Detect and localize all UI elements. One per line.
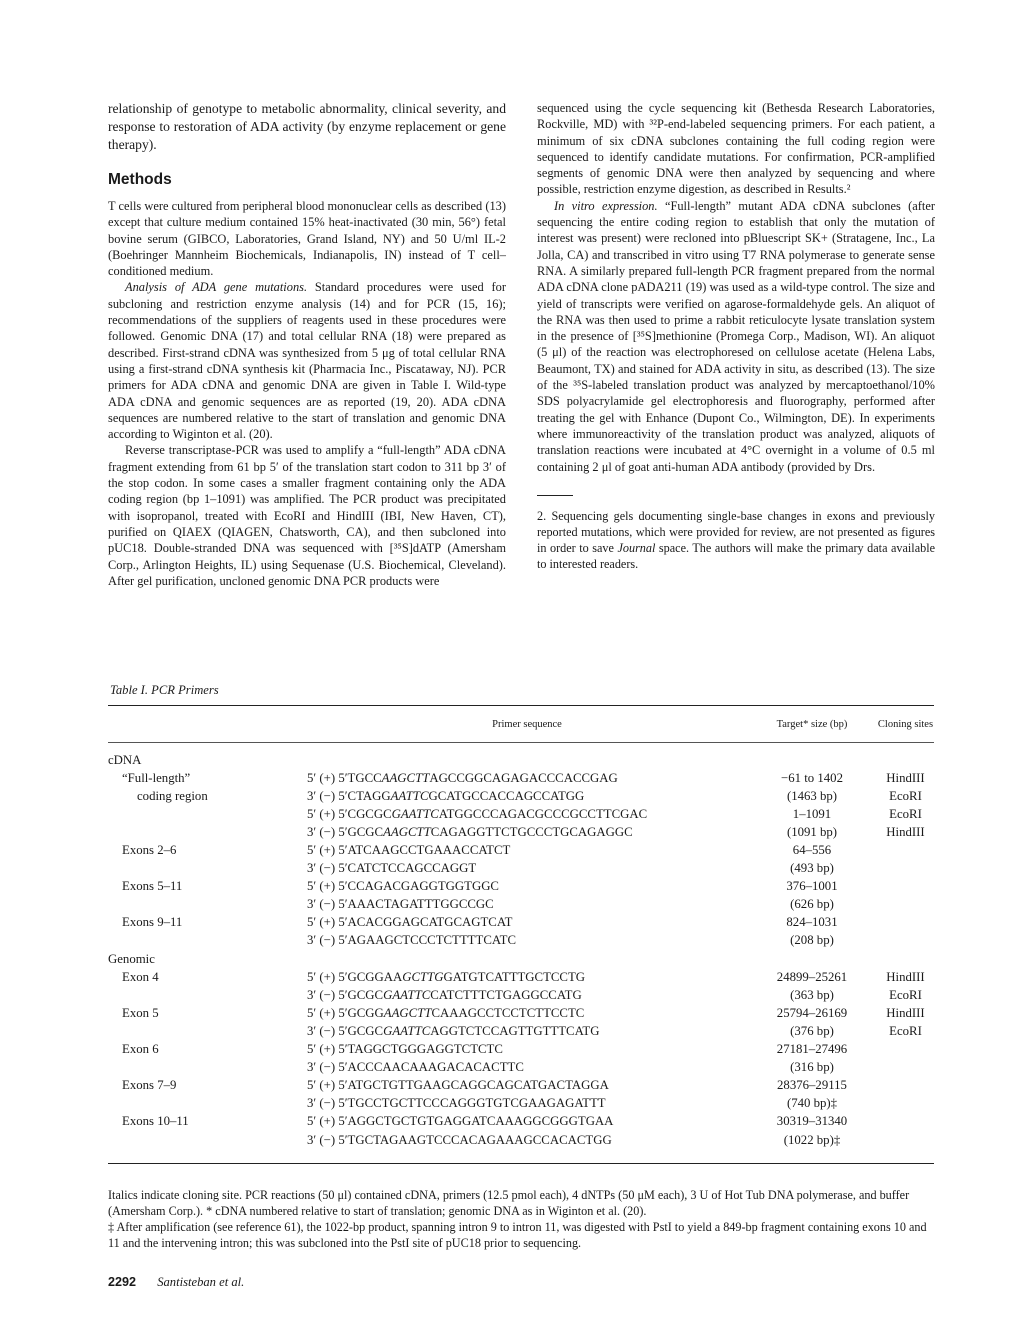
row-label (108, 1095, 307, 1113)
sequence-prefix: 5′ (+) 5′ATCAAGCCTGAAACCATCT (307, 843, 511, 858)
row-label: “Full-length” (122, 770, 191, 785)
primer-sequence (307, 1059, 747, 1077)
table-row (108, 860, 934, 878)
cloning-site: HindIII (886, 969, 925, 984)
primer-sequence (307, 878, 747, 896)
target-size: −61 to 1402 (781, 770, 843, 785)
row-label (108, 1059, 307, 1077)
left-column (108, 100, 506, 589)
sequence-suffix: AGGTCTCCAGTTGTTTCATG (430, 1023, 600, 1038)
row-label (108, 823, 307, 841)
primer-sequence (307, 1022, 747, 1040)
cloning-site (877, 896, 934, 914)
row-label: coding region (137, 788, 208, 803)
row-label (108, 860, 307, 878)
primer-sequence (307, 968, 747, 986)
row-label: Exons 5–11 (122, 879, 183, 894)
row-label: Exons 9–11 (122, 915, 183, 930)
sequence-prefix: 5′ (+) 5′AGGCTGCTGTGAGGATCAAAGGCGGGTGAA (307, 1114, 614, 1129)
footnote-text-post: space. The authors will make the primary data available to interested readers. (537, 540, 935, 571)
cloning-site (877, 751, 934, 769)
cloning-site (877, 878, 934, 896)
target-size (747, 950, 877, 968)
cloning-site (877, 1113, 934, 1131)
target-size: 28376–29115 (777, 1078, 847, 1093)
intro-paragraph: relationship of genotype to metabolic abnormality, clinical severity, and response to restoration of ADA activity (by enzyme replacement or gene therapy). (108, 101, 506, 152)
primer-sequence (307, 1131, 747, 1149)
table-row (108, 968, 934, 986)
cloning-site (877, 1059, 934, 1077)
sequence-prefix: 3′ (−) 5′CTAGG (307, 788, 391, 803)
footnote-2 (537, 508, 935, 572)
methods-paragraph-2 (108, 279, 506, 442)
table-row (108, 914, 934, 932)
footnote-text-pre: 2. Sequencing gels documenting single-base changes in exons and previously reported mutations, which were provided for review, are not presented as figures in order to save (537, 508, 935, 555)
cloning-site (877, 914, 934, 932)
primer-sequence (307, 1004, 747, 1022)
target-size: (1091 bp) (786, 824, 838, 839)
table-row (108, 1059, 934, 1077)
cloning-site: EcoRI (889, 806, 922, 821)
sequence-prefix: 5′ (+) 5′GCGGAA (307, 969, 403, 984)
page-number: 2292 (108, 1275, 137, 1289)
sequence-prefix: 3′ (−) 5′AGAAGCTCCCTCTTTTCATC (307, 933, 517, 948)
pcr-primers-table (108, 705, 934, 1164)
row-label: Exons 7–9 (122, 1078, 177, 1093)
target-size: 25794–26169 (776, 1005, 848, 1020)
primer-sequence (307, 950, 747, 968)
row-label (108, 1131, 307, 1149)
table-row (108, 932, 934, 950)
target-size: (363 bp) (790, 987, 834, 1002)
right-paragraph-2 (537, 198, 935, 475)
sequence-prefix: 3′ (−) 5′TGCTAGAAGTCCCACAGAAAGCCACACTGG (307, 1132, 612, 1147)
target-size: (1022 bp)‡ (783, 1132, 841, 1147)
table-row (108, 841, 934, 859)
row-label: cDNA (108, 752, 142, 767)
sequence-prefix: 5′ (+) 5′ATGCTGTTGAAGCAGGCAGCATGACTAGGA (307, 1078, 609, 1093)
page-footer (108, 1275, 244, 1290)
table-row (108, 878, 934, 896)
sequence-prefix: 3′ (−) 5′GCGC (307, 987, 384, 1002)
target-size: (740 bp)‡ (786, 1096, 838, 1111)
methods-paragraph-2-text: Standard procedures were used for subcloning and restriction enzyme analysis (14) and for PCR (15, 16); recommendations of the suppliers of reagents used in these procedures were followed. Genomic DNA (17) and total cellular RNA (18) were prepared as described. First-strand cDNA was synthesized from 5 μg of total cellular RNA using a first-strand cDNA synthesis kit (Pharmacia Inc., Piscataway, NJ). PCR primers for ADA cDNA and genomic DNA are given in Table I. Wild-type ADA cDNA and genomic sequences are as reported (19, 20). ADA cDNA sequences are numbered relative to the start of translation and genomic DNA according to Wiginton et al. (20). (108, 280, 506, 442)
row-label (108, 986, 307, 1004)
table-header-row (108, 706, 934, 743)
header-primer-sequence: Primer sequence (307, 706, 747, 743)
table-row (108, 823, 934, 841)
target-size: 1–1091 (792, 806, 832, 821)
target-size: 27181–27496 (776, 1042, 848, 1057)
sequence-prefix: 5′ (+) 5′ACACGGAGCATGCAGTCAT (307, 915, 513, 930)
cloning-site (877, 860, 934, 878)
primer-sequence (307, 1041, 747, 1059)
right-column (537, 100, 935, 572)
subheading-in-vitro: In vitro expression. (554, 198, 658, 213)
sequence-prefix: 3′ (−) 5′TGCCTGCTTCCCAGGGTGTCGAAGAGATTT (307, 1096, 606, 1111)
cloning-site: HindIII (886, 1005, 925, 1020)
primer-sequence (307, 1095, 747, 1113)
cloning-site (877, 1131, 934, 1149)
footnote-divider (537, 495, 573, 496)
cloning-site (877, 1077, 934, 1095)
header-target-size: Target* size (bp) (747, 706, 877, 743)
target-size: 30319–31340 (776, 1114, 848, 1129)
cloning-site-sequence: AAGCTT (383, 824, 431, 839)
table-row (108, 986, 934, 1004)
target-size: (376 bp) (790, 1023, 834, 1038)
row-label: Genomic (108, 951, 155, 966)
primer-sequence (307, 805, 747, 823)
primer-sequence (307, 787, 747, 805)
sequence-prefix: 3′ (−) 5′GCGC (307, 1023, 384, 1038)
table-row (108, 1004, 934, 1022)
target-size: (626 bp) (790, 897, 834, 912)
sequence-prefix: 5′ (+) 5′GCGG (307, 1005, 384, 1020)
cloning-site-sequence: AAGCTT (381, 770, 430, 785)
cloning-site: EcoRI (889, 1023, 922, 1038)
right-paragraph-2-text: “Full-length” mutant ADA cDNA subclones (after sequencing the entire coding region to establish that only the mutation of interest was present) were recloned into pBluescript SK+ (Stratagene, Inc., La Jolla, CA) and transcribed in vitro using T7 RNA polymerase to generate sense RNA. A similarly prepared full-length PCR fragment prepared from the normal ADA cDNA clone pADA211 (19) was used as a wild-type control. The size and yield of transcripts were verified on agarose-formaldehyde gels. An aliquot of the RNA was then used to prime a rabbit reticulocyte lysate translation system in the presence of [³⁵S]methionine (Promega Corp., Madison, WI). An aliquot (5 μl) of the reaction was electrophoresed on cellulose acetate (Helena Labs, Beaumont, TX) and stained for ADA activity in situ, as described (13). The size of the ³⁵S-labeled translation product was analyzed by mercaptoethanol/10% SDS polyacrylamide gel electrophoresis and fluorography, performed after treating the gel with Enhance (Dupont Co., Wilmington, DE). In experiments where immunoreactivity of the translation product was analyzed, aliquots of translation reactions were incubated at 4°C overnight in a volume of 0.5 ml containing 2 μl of goat anti-human ADA antibody (provided by Drs. (537, 198, 935, 474)
cloning-site-sequence: AATTC (390, 788, 429, 803)
methods-paragraph-3: Reverse transcriptase-PCR was used to amplify a “full-length” ADA cDNA fragment extending from 61 bp 5′ of the translation start codon to 311 bp 3′ of the stop codon. In some cases a smaller fragment containing only the ADA coding region (bp 1–1091) was amplified. The PCR product was precipitated with isopropanol, treated with EcoRI and HindIII (IBI, New Haven, CT), purified on QIAEX (QIAGEN, Chatsworth, CA), and then subcloned into pUC18. Double-stranded DNA was sequenced with [³⁵S]dATP (Amersham Corp., Arlington Heights, IL) using Sequenase (U.S. Biochemical, Cleveland). After gel purification, uncloned genomic DNA PCR products were (108, 443, 506, 588)
sequence-suffix: GCATGCCACCAGCCATGG (428, 788, 585, 803)
table-title: Table I. PCR Primers (110, 683, 219, 697)
table-row (108, 787, 934, 805)
footnote-journal: Journal (617, 540, 656, 555)
row-label: Exons 10–11 (122, 1114, 189, 1129)
cloning-site (877, 950, 934, 968)
row-label (108, 896, 307, 914)
sequence-suffix: GATGTCATTTGCTCCTG (443, 969, 586, 984)
cloning-site-sequence: GAATTC (383, 1023, 431, 1038)
table-row (108, 1041, 934, 1059)
table-notes (108, 1187, 934, 1251)
primer-sequence (307, 823, 747, 841)
sequence-suffix: AGCCGGCAGAGACCCACCGAG (429, 770, 618, 785)
cloning-site (877, 932, 934, 950)
sequence-prefix: 3′ (−) 5′AAACTAGATTTGGCCGC (307, 897, 494, 912)
target-size: (208 bp) (790, 933, 834, 948)
table-row (108, 950, 934, 968)
primer-sequence (307, 751, 747, 769)
sequence-prefix: 3′ (−) 5′GCGC (307, 824, 384, 839)
table-row (108, 1095, 934, 1113)
subheading-analysis: Analysis of ADA gene mutations. (125, 280, 308, 295)
row-label (108, 805, 307, 823)
target-size: 376–1001 (786, 879, 838, 894)
table-row (108, 1113, 934, 1131)
sequence-prefix: 5′ (+) 5′CGCGC (307, 806, 392, 821)
methods-heading: Methods (108, 171, 172, 188)
primer-sequence (307, 932, 747, 950)
target-size: 64–556 (792, 843, 832, 858)
cloning-site-sequence: GAATTC (383, 987, 431, 1002)
cloning-site (877, 1041, 934, 1059)
sequence-suffix: ATGGCCCAGACGCCCGCCTTCGAC (438, 806, 648, 821)
table-row (108, 1022, 934, 1040)
cloning-site-sequence: AAGCTT (383, 1005, 432, 1020)
right-paragraph-1: sequenced using the cycle sequencing kit (Bethesda Research Laboratories, Rockville, MD) with ³²P-end-labeled sequencing primers. For each patient, a minimum of six cDNA subclones containing the full coding region were sequenced to identify candidate mutations. For confirmation, PCR-amplified segments of genomic DNA were then analyzed by sequencing and where possible, restriction enzyme digestion, as described in Results.² (537, 101, 935, 197)
sequence-suffix: CAAAGCCTCCTCTTCCTC (431, 1005, 585, 1020)
table-row (108, 1131, 934, 1149)
table-row (108, 896, 934, 914)
target-size: 24899–25261 (776, 969, 848, 984)
sequence-prefix: 3′ (−) 5′ACCCAACAAAGACACACTTC (307, 1060, 524, 1075)
cloning-site: HindIII (886, 824, 925, 839)
sequence-prefix: 5′ (+) 5′TGCC (307, 770, 382, 785)
header-label (108, 706, 307, 743)
table-row (108, 769, 934, 787)
row-label: Exon 4 (122, 969, 159, 984)
row-label: Exon 5 (122, 1005, 159, 1020)
primer-sequence (307, 1077, 747, 1095)
sequence-suffix: CATCTTTCTGAGGCCATG (430, 987, 582, 1002)
primer-sequence (307, 1113, 747, 1131)
sequence-suffix: CAGAGGTTCTGCCCTGCAGAGGC (430, 824, 633, 839)
cloning-site (877, 1095, 934, 1113)
target-size (747, 751, 877, 769)
table-row (108, 1077, 934, 1095)
table-row (108, 805, 934, 823)
table-body (108, 743, 934, 1164)
cloning-site: EcoRI (889, 987, 922, 1002)
sequence-prefix: 3′ (−) 5′CATCTCCAGCCAGGT (307, 861, 477, 876)
primer-sequence (307, 914, 747, 932)
row-label (108, 1022, 307, 1040)
header-cloning-sites: Cloning sites (877, 706, 934, 743)
methods-paragraph-1: T cells were cultured from peripheral blood mononuclear cells as described (13) except that culture medium contained 15% heat-inactivated (30 min, 56°) fetal bovine serum (GIBCO, Laboratories, Grand Island, NY) and 50 U/ml IL-2 (Boehringer Mannheim Biochemicals, Indianapolis, IN) instead of T cell–conditioned medium. (108, 199, 506, 279)
primer-sequence (307, 986, 747, 1004)
table-note-2: ‡ After amplification (see reference 61), the 1022-bp product, spanning intron 9 to intron 11, was digested with PstI to yield a 849-bp fragment containing exons 10 and 11 and the intervening intron; this was subcloned into the PstI site of pUC18 prior to sequencing. (108, 1220, 927, 1250)
cloning-site: EcoRI (889, 788, 922, 803)
table-row (108, 751, 934, 769)
primer-sequence (307, 860, 747, 878)
row-label: Exons 2–6 (122, 843, 177, 858)
primer-sequence (307, 896, 747, 914)
sequence-prefix: 5′ (+) 5′TAGGCTGGGAGGTCTCTC (307, 1042, 503, 1057)
cloning-site-sequence: GAATTC (391, 806, 439, 821)
running-author: Santisteban et al. (157, 1275, 245, 1289)
target-size: (493 bp) (790, 861, 834, 876)
target-size: (316 bp) (790, 1060, 834, 1075)
cloning-site (877, 841, 934, 859)
cloning-site-sequence: GCTTG (402, 969, 444, 984)
table-note-1: Italics indicate cloning site. PCR reactions (50 μl) contained cDNA, primers (12.5 pmol each), 4 dNTPs (50 μM each), 3 U of Hot Tub DNA polymerase, and buffer (Amersham Corp.). * cDNA numbered relative to start of translation; genomic DNA as in Wiginton et al. (20). (108, 1188, 910, 1218)
primer-sequence (307, 841, 747, 859)
cloning-site: HindIII (886, 770, 925, 785)
target-size: (1463 bp) (786, 788, 838, 803)
row-label: Exon 6 (122, 1042, 159, 1057)
target-size: 824–1031 (786, 915, 838, 930)
sequence-prefix: 5′ (+) 5′CCAGACGAGGTGGTGGC (307, 879, 499, 894)
row-label (108, 932, 307, 950)
primer-sequence (307, 769, 747, 787)
